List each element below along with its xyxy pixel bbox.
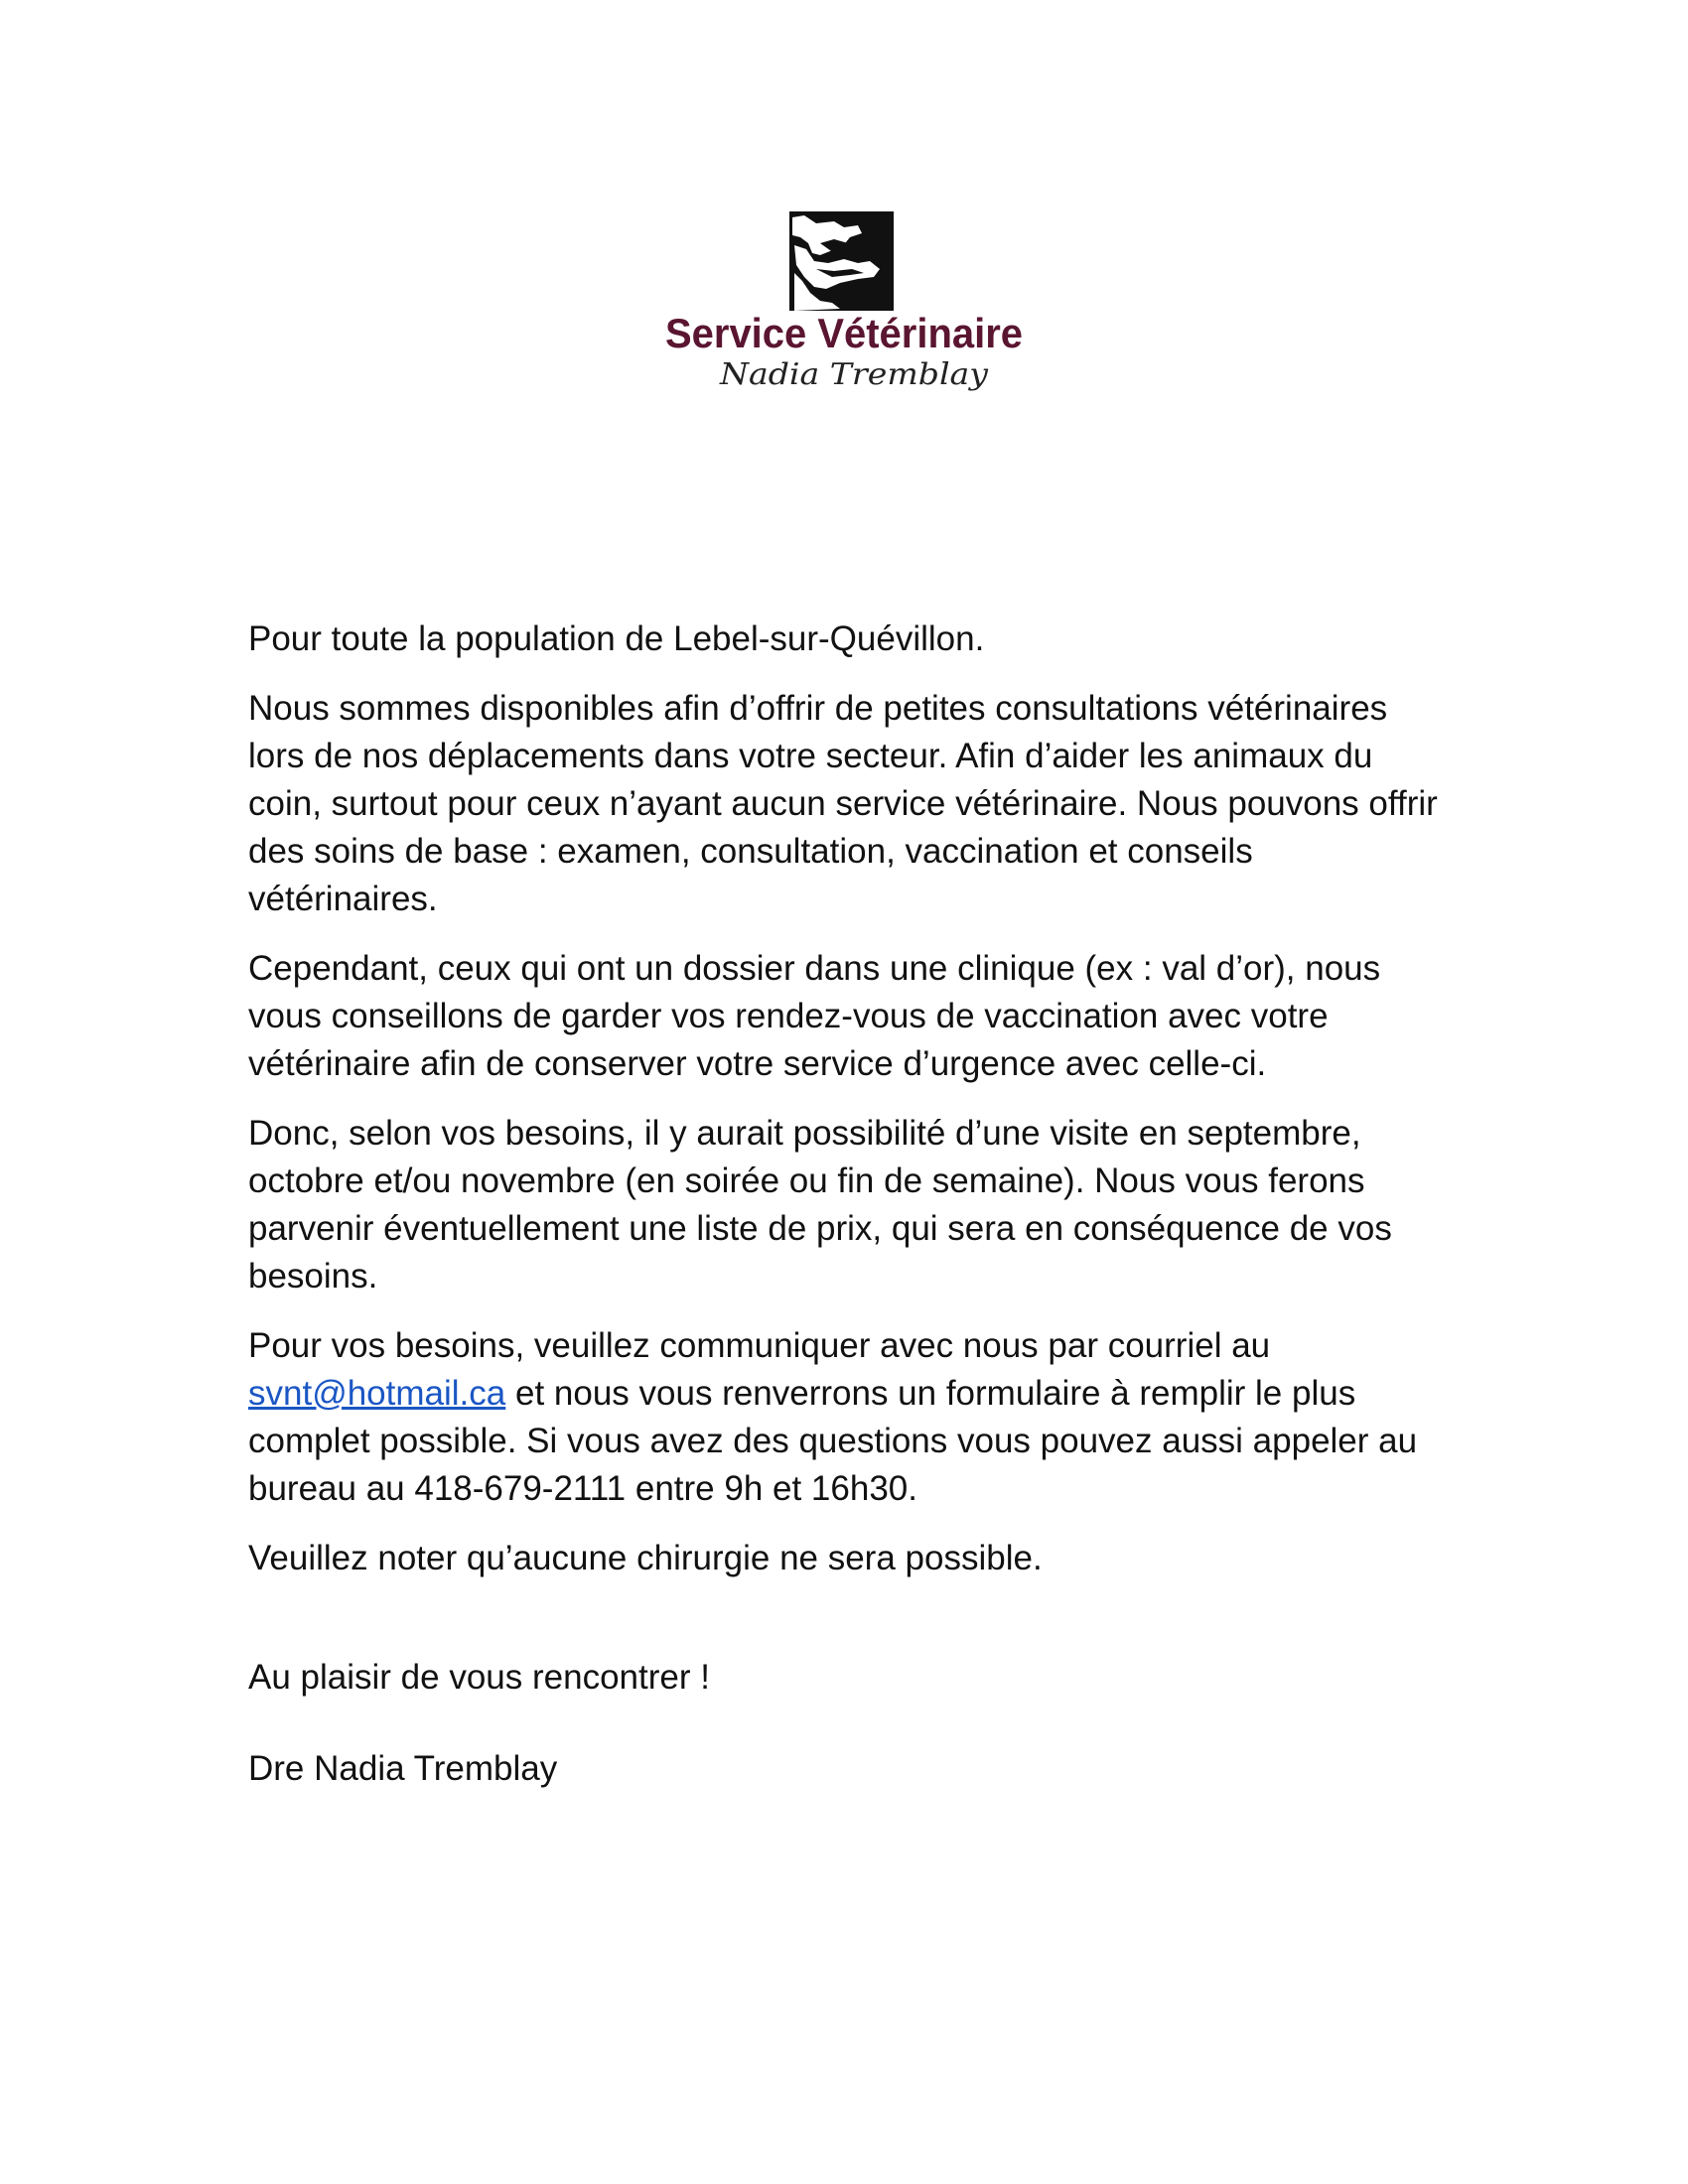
logo-signature: Nadia Tremblay (718, 357, 990, 392)
email-link[interactable]: svnt@hotmail.ca (248, 1374, 506, 1413)
contact-text-before: Pour vos besoins, veuillez communiquer avec nous par courriel au (248, 1326, 1271, 1365)
paragraph-availability: Nous sommes disponibles afin d’offrir de petites consultations vétérinaires lors de nos déplacements dans votre secteur. Afin d’aider les animaux du coin, surtout pour ceux n’ayant aucun service vétérinaire. Nous pouvons offrir des soins de base : examen, consultation, vaccination et conseils vétérinaires. (248, 689, 1438, 918)
closing-line: Au plaisir de vous rencontrer ! (248, 1658, 710, 1697)
paragraph-visit-schedule: Donc, selon vos besoins, il y aurait possibilité d’une visite en septembre, octobre et/ou novembre (en soirée ou fin de semaine). Nous vous ferons parvenir éventuellement une liste de prix, qui sera en conséquence de vos besoins. (248, 1114, 1392, 1296)
letter-body (248, 615, 1440, 1815)
clinic-logo (645, 204, 1043, 407)
animals-silhouette-icon (789, 211, 894, 311)
paragraph-no-surgery: Veuillez noter qu’aucune chirurgie ne sera possible. (248, 1539, 1043, 1577)
contact-text-after: et nous vous renverrons un formulaire à remplir le plus complet possible. Si vous avez des questions vous pouvez aussi appeler au bureau au 418-679-2111 entre 9h et 16h30. (248, 1374, 1418, 1508)
clinic-logo-graphic (645, 204, 1043, 407)
signature-line: Dre Nadia Tremblay (248, 1749, 558, 1788)
paragraph-contact (248, 1322, 1440, 1513)
greeting-line: Pour toute la population de Lebel-sur-Quévillon. (248, 619, 985, 658)
paragraph-existing-clients: Cependant, ceux qui ont un dossier dans une clinique (ex : val d’or), nous vous conseillons de garder vos rendez-vous de vaccination avec votre vétérinaire afin de conserver votre service d’urgence avec celle-ci. (248, 949, 1381, 1083)
logo-brand-name: Service Vétérinaire (665, 310, 1023, 356)
